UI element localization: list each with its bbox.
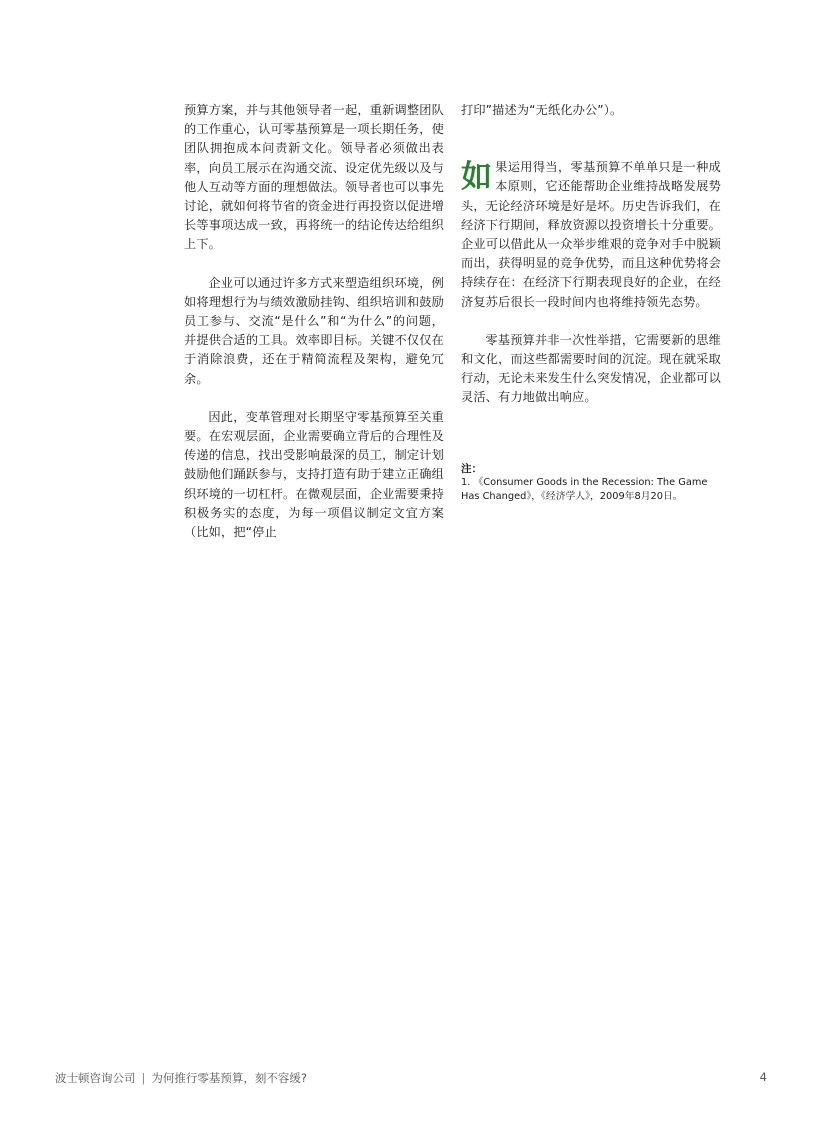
page-number: 4 <box>759 1070 767 1084</box>
footnote-item: 1. 《Consumer Goods in the Recession: The Game Has Changed》，《经济学人》，2009年8月20日。 <box>461 477 708 502</box>
right-column <box>461 101 721 408</box>
footer-doc-title: 为何推行零基预算，刻不容缓? <box>151 1071 307 1085</box>
footer-company: 波士顿咨询公司 <box>55 1071 136 1085</box>
drop-cap: 如 <box>461 159 493 196</box>
body-paragraph: 零基预算并非一次性举措，它需要新的思维和文化，而这些都需要时间的沉淀。现在就采取行动，无论未来发生什么突发情况，企业都可以灵活、有力地做出响应。 <box>461 332 721 405</box>
footnotes <box>461 462 723 504</box>
body-paragraph: 因此，变革管理对长期坚守零基预算至关重要。在宏观层面，企业需要确立背后的合理性及传递的信息，找出受影响最深的员工，制定计划鼓励他们踊跃参与，支持打造有助于建立正确组织环境的一切杠杆。在微观层面，企业需要秉持积极务实的态度，为每一项倡议制定文宜方案（比如，把“停止 <box>184 409 444 540</box>
page-footer <box>55 1070 767 1086</box>
footnotes-title: 注： <box>461 463 482 475</box>
dropcap-paragraph-text: 果运用得当，零基预算不单单只是一种成本原则，它还能帮助企业维持战略发展势头，无论经济环境是好是坏。历史告诉我们，在经济下行期间，释放资源以投资增长十分重要。企业可以借此从一众举步维艰的竞争对手中脱颖而出，获得明显的竞争优势，而且这种优势将会持续存在：在经济下行期表现良好的企业，在经济复苏后很长一段时间内也将维持领先态势。 <box>461 160 721 309</box>
footer-left <box>55 1070 307 1086</box>
body-paragraph: 预算方案，并与其他领导者一起，重新调整团队的工作重心，认可零基预算是一项长期任务，使团队拥抱成本问责新文化。领导者必须做出表率，向员工展示在沟通交流、设定优先级以及与他人互动等方面的理想做法。领导者也可以事先讨论，就如何将节省的资金进行再投资以促进增长等事项达成一致，再将统一的结论传达给组织上下。 <box>184 103 444 252</box>
dropcap-paragraph <box>461 158 721 312</box>
body-paragraph: 打印”描述为“无纸化办公”）。 <box>461 103 623 117</box>
body-paragraph: 企业可以通过许多方式来塑造组织环境，例如将理想行为与绩效激励挂钩、组织培训和鼓励员工参与、交流“是什么”和“为什么”的问题，并提供合适的工具。效率即目标。关键不仅仅在于消除浪费，还在于精简流程及架构，避免冗余。 <box>184 275 444 386</box>
left-column <box>184 101 444 542</box>
footer-separator: | <box>141 1071 146 1085</box>
